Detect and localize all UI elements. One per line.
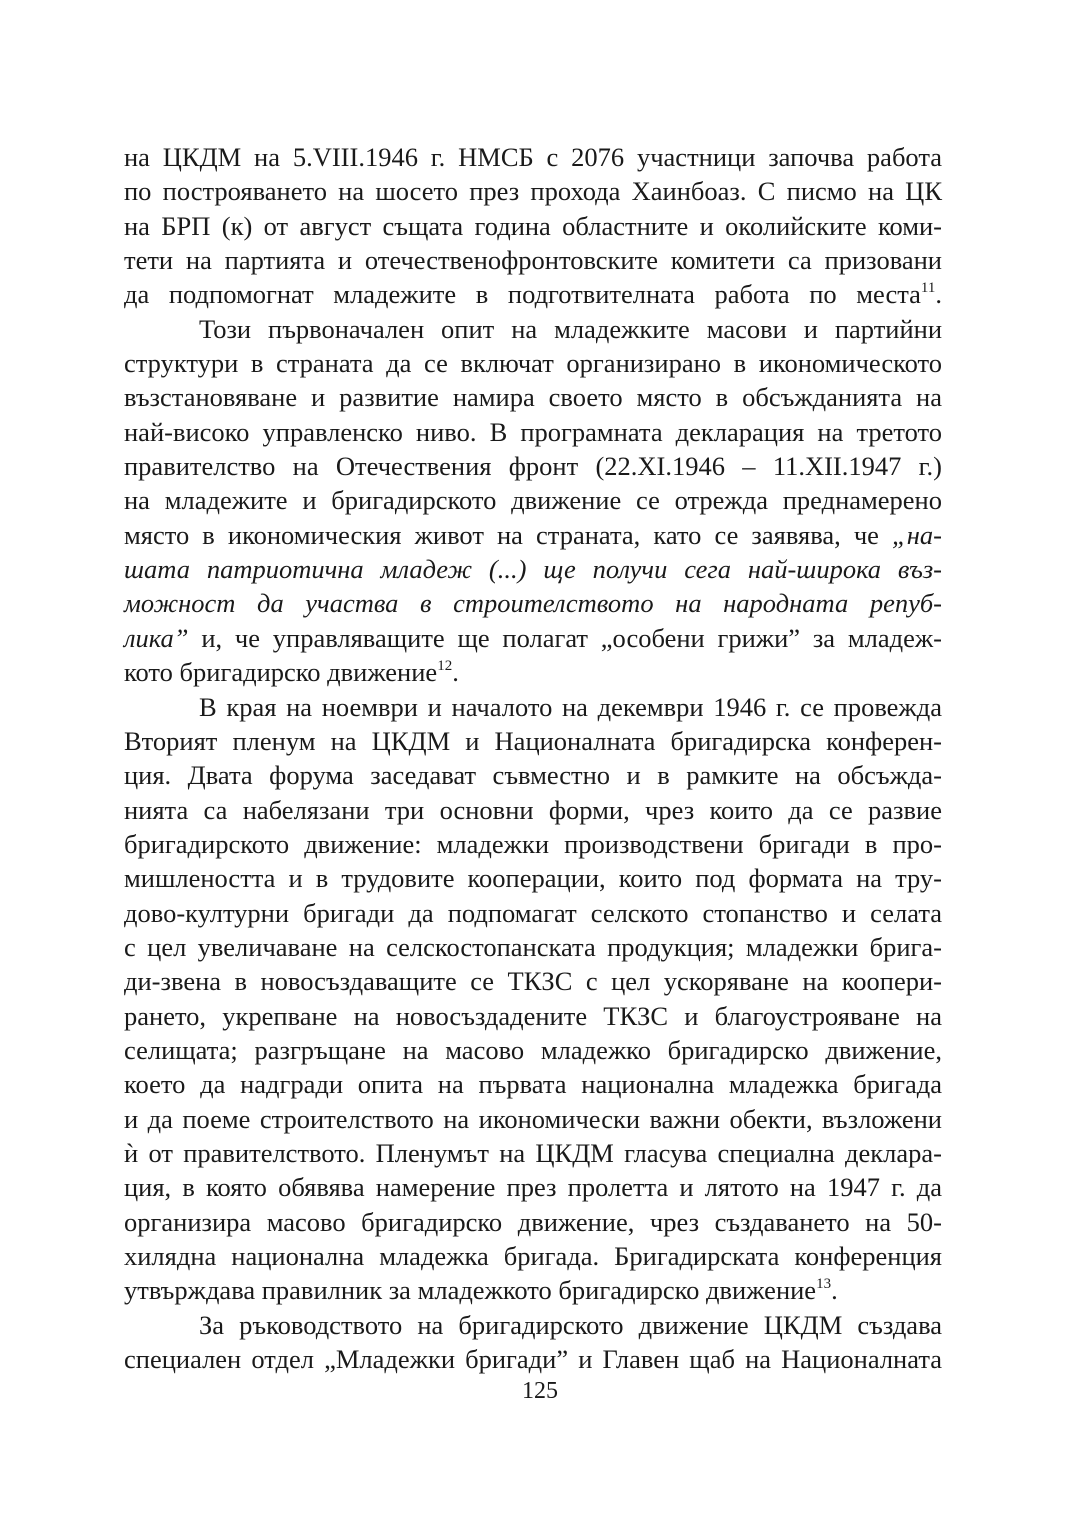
text-line: дово-културни бригади да подпомагат селското стопанство и селата [124, 897, 942, 928]
page-body [124, 140, 942, 1376]
text-line: възстановяване и развитие намира своето място в обсъжданията на [124, 382, 942, 413]
footnote-ref[interactable]: 11 [920, 280, 936, 297]
paragraph-1 [124, 140, 942, 312]
text-line: хилядна национална младежка бригада. Бригадирската конференция [124, 1241, 942, 1271]
quote-text: можност да участва в строителството на народната репуб- [124, 588, 942, 619]
quote-text: „на- [892, 519, 942, 550]
text-line: с цел увеличаване на селскостопанската продукция; младежки брига- [124, 931, 942, 962]
text-line: ция, в която обявява намерение през пролетта и лятото на 1947 г. да [124, 1172, 942, 1203]
paragraph-4 [124, 1308, 942, 1377]
footnote-ref[interactable]: 12 [437, 658, 453, 675]
text-line: селищата; разгръщане на масово младежко бригадирско движение, [124, 1034, 942, 1065]
text-line: по построяването на шосето през прохода Хаинбоаз. С писмо на ЦК [124, 176, 942, 207]
text-line: на младежите и бригадирското движение се отрежда преднамерено [124, 485, 942, 516]
text-line: на БРП (к) от август същата година областните и околийските коми- [124, 210, 942, 241]
text-line: За ръководството на бригадирското движение ЦКДМ създава [199, 1309, 942, 1340]
text-line: ди-звена в новосъздаващите се ТКЗС с цел ускоряване на коопери- [124, 966, 942, 997]
text-line: нията са набелязани три основни форми, чрез които да се развие [124, 794, 942, 825]
paragraph-3 [124, 690, 942, 1308]
text-line: и да поеме строителството на икономически важни обекти, възложени [124, 1103, 942, 1134]
text-line: което да надгради опита на първата национална младежка бригада [124, 1069, 942, 1100]
text-line: В края на ноември и началото на декември 1946 г. се провежда [199, 691, 942, 722]
text-line: да подпомогнат младежите в подготвителната работа по места$^{11}$. [124, 279, 942, 310]
text-line: кото бригадирско движение$^{12}$. [124, 657, 459, 688]
text-line: на ЦКДМ на 5.VIII.1946 г. НМСБ с 2076 участници започва работа [124, 142, 942, 172]
text-line: място в икономическия живот на страната, като се заявява, че „на- [124, 519, 942, 550]
page-number: 125 [522, 1378, 558, 1404]
text-line: правителство на Отечествения фронт (22.XI.1946 – 11.XII.1947 г.) [124, 451, 942, 482]
text-line: Вторият пленум на ЦКДМ и Националната бригадирска конферен- [124, 725, 942, 756]
text-line: тети на партията и отечественофронтовските комитети са призовани [124, 245, 942, 276]
text-line: специален отдел „Младежки бригади” и Главен щаб на Националната [124, 1344, 942, 1375]
text-line [124, 552, 942, 586]
text-line [124, 586, 942, 620]
paragraph-2 [124, 312, 942, 690]
text-line: бригадирското движение: младежки производствени бригади в про- [124, 828, 942, 859]
text-line: структури в страната да се включат организирано в икономическото [124, 348, 942, 379]
text-line: ция. Двата форума заседават съвместно и в рамките на обсъжда- [124, 760, 942, 791]
text-line: утвърждава правилник за младежкото бригадирско движение$^{13}$. [124, 1275, 838, 1306]
text-line: мишлеността и в трудовите кооперации, които под формата на тру- [124, 863, 942, 894]
quote-text: шата патриотична младеж (...) ще получи сега най-широка въз- [124, 554, 942, 585]
footnote-ref[interactable]: 13 [816, 1276, 832, 1293]
text-line: лика” и, че управляващите ще полагат „особени грижи” за младеж- [124, 622, 942, 653]
text-line: рането, укрепване на новосъздадените ТКЗС и благоустрояване на [124, 1000, 942, 1031]
text-line: Този първоначален опит на младежките масови и партийни [199, 313, 942, 344]
text-line: организира масово бригадирско движение, чрез създаването на 50- [124, 1206, 942, 1237]
text-line: ѝ от правителството. Пленумът на ЦКДМ гласува специална деклара- [124, 1137, 942, 1168]
quote-text: лика” [124, 622, 189, 653]
text-line: най-високо управленско ниво. В програмната декларация на третото [124, 416, 942, 447]
